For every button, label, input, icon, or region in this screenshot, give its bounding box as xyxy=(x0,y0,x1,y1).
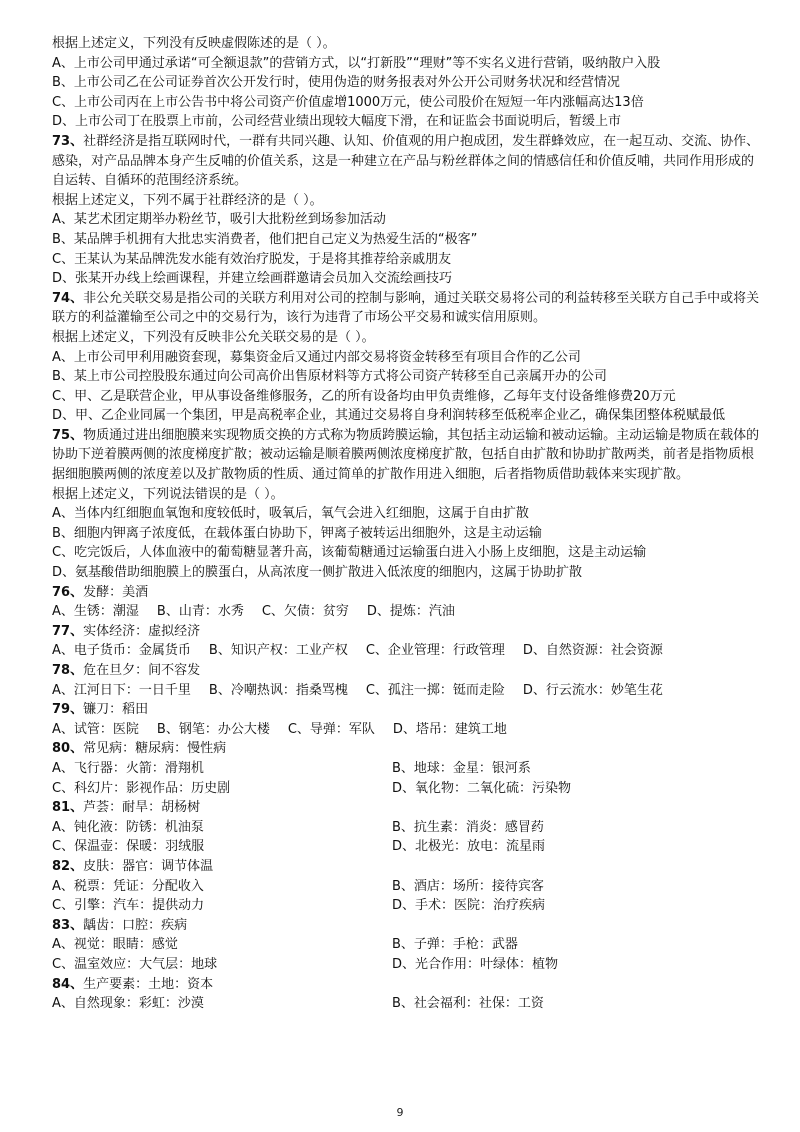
q82-stem xyxy=(52,857,762,877)
q80-option-c: C、科幻片：影视作品：历史剧 xyxy=(52,780,231,796)
q82-option-b: B、酒店：场所：接待宾客 xyxy=(392,878,544,894)
q81-number: 81、 xyxy=(52,800,84,816)
q82-option-c: C、引擎：汽车：提供动力 xyxy=(52,898,205,914)
q73-option-a: A、某艺术团定期举办粉丝节，吸引大批粉丝到场参加活动 xyxy=(52,212,386,228)
q78-option-a: A、江河日下：一日千里 xyxy=(52,682,191,698)
q81-option-b: B、抗生素：消炎：感冒药 xyxy=(392,819,544,835)
q76-options xyxy=(52,602,762,622)
q73-option-b: B、某品牌手机拥有大批忠实消费者，他们把自己定义为热爱生活的“极客” xyxy=(52,231,478,247)
q83-number: 83、 xyxy=(52,917,84,933)
q79-option-d: D、塔吊：建筑工地 xyxy=(392,721,507,737)
q73-definition-text: 社群经济是指互联网时代，一群有共同兴趣、认知、价值观的用户抱成团，发生群蜂效应，在一起互动、交流、协作、感染，对产品品牌本身产生反哺的价值关系，这是一种建立在产品与粉丝群体之间的情感信任和价值反哺，共同作用形成的自运转、自循环的范围经济系统。 xyxy=(52,133,760,189)
q79-stem-text: 镰刀：稻田 xyxy=(83,702,149,718)
q84-stem xyxy=(52,975,762,995)
q83-stem xyxy=(52,916,762,936)
q75-option-b: B、细胞内钾离子浓度低，在载体蛋白协助下，钾离子被转运出细胞外，这是主动运输 xyxy=(52,525,542,541)
q80-number: 80、 xyxy=(52,741,84,757)
q81-stem xyxy=(52,798,762,818)
q83-option-a: A、视觉：眼睛：感觉 xyxy=(52,937,178,953)
q80-option-a: A、飞行器：火箭：滑翔机 xyxy=(52,760,204,776)
q83-options xyxy=(52,935,762,974)
q80-stem-text: 常见病：糖尿病：慢性病 xyxy=(83,741,227,757)
q76-option-c: C、欠债：贫穷 xyxy=(261,604,349,620)
q79-option-b: B、钢笔：办公大楼 xyxy=(156,721,270,737)
q77-option-d: D、自然资源：社会资源 xyxy=(522,643,663,659)
page-content xyxy=(52,34,762,1014)
q78-option-c: C、孤注一掷：铤而走险 xyxy=(365,682,505,698)
q75-definition-text: 物质通过进出细胞膜来实现物质交换的方式称为物质跨膜运输，其包括主动运输和被动运输。主动运输是物质在载体的协助下逆着膜两侧的浓度梯度扩散；被动运输是顺着膜两侧浓度梯度扩散，包括自由扩散和协助扩散两类，前者是指物质根据细胞膜两侧的浓度差以及扩散物质的性质、通过简单的扩散作用进入细胞，后者指物质借助载体来实现扩散。 xyxy=(52,427,760,483)
q76-option-d: D、提炼：汽油 xyxy=(366,604,455,620)
q76-stem-text: 发酵：美酒 xyxy=(83,584,149,600)
q75-option-d: D、氨基酸借助细胞膜上的膜蛋白，从高浓度一侧扩散进入低浓度的细胞内，这属于协助扩散 xyxy=(52,565,583,581)
q72-option-b: B、上市公司乙在公司证券首次公开发行时，使用伪造的财务报表对外公开公司财务状况和经营情况 xyxy=(52,75,620,91)
q83-option-d: D、光合作用：叶绿体：植物 xyxy=(392,956,559,972)
page-number: 9 xyxy=(396,1106,404,1119)
q82-options xyxy=(52,877,762,916)
q77-stem-text: 实体经济：虚拟经济 xyxy=(83,623,201,639)
q80-option-d: D、氧化物：二氧化硫：污染物 xyxy=(392,780,572,796)
q83-stem-text: 龋齿：口腔：疾病 xyxy=(83,917,188,933)
q80-option-b: B、地球：金星：银河系 xyxy=(392,760,531,776)
q74-option-a: A、上市公司甲利用融资套现，募集资金后又通过内部交易将资金转移至有项目合作的乙公司 xyxy=(52,349,581,365)
q79-options xyxy=(52,720,762,740)
q77-option-a: A、电子货币：金属货币 xyxy=(52,643,191,659)
q84-stem-text: 生产要素：土地：资本 xyxy=(83,976,214,992)
q78-stem-text: 危在旦夕：间不容发 xyxy=(83,663,201,678)
q81-option-a: A、钝化液：防锈：机油泵 xyxy=(52,819,204,835)
q84-option-b: B、社会福利：社保：工资 xyxy=(392,996,544,1012)
q74-number: 74、 xyxy=(52,290,84,306)
q77-options xyxy=(52,641,762,661)
q78-option-d: D、行云流水：妙笔生花 xyxy=(522,682,663,698)
q82-option-a: A、税票：凭证：分配收入 xyxy=(52,878,204,894)
q74-definition xyxy=(52,289,762,328)
q79-option-a: A、试管：医院 xyxy=(52,721,139,737)
q76-number: 76、 xyxy=(52,584,84,600)
q73-number: 73、 xyxy=(52,133,84,149)
q77-option-c: C、企业管理：行政管理 xyxy=(365,643,505,659)
q77-option-b: B、知识产权：工业产权 xyxy=(208,643,348,659)
q74-prompt: 根据上述定义，下列没有反映非公允关联交易的是（ ）。 xyxy=(52,329,375,345)
q72-prompt: 根据上述定义，下列没有反映虚假陈述的是（ ）。 xyxy=(52,36,336,51)
q73-option-d: D、张某开办线上绘画课程，并建立绘画群邀请会员加入交流绘画技巧 xyxy=(52,271,453,287)
q77-stem xyxy=(52,622,762,642)
q74-option-c: C、甲、乙是联营企业，甲从事设备维修服务，乙的所有设备均由甲负责维修，乙每年支付设备维修费20万元 xyxy=(52,388,676,404)
q81-option-c: C、保温壶：保暖：羽绒服 xyxy=(52,839,205,855)
q81-options xyxy=(52,818,762,857)
q72-option-d: D、上市公司丁在股票上市前，公司经营业绩出现较大幅度下滑，在和证监会书面说明后，暂缓上市 xyxy=(52,114,622,130)
q83-option-b: B、子弹：手枪：武器 xyxy=(392,937,518,953)
q79-number: 79、 xyxy=(52,702,84,718)
q81-stem-text: 芦荟：耐旱：胡杨树 xyxy=(83,800,201,816)
q76-stem xyxy=(52,583,762,603)
q78-options xyxy=(52,681,762,701)
q73-definition xyxy=(52,132,762,191)
q74-option-b: B、某上市公司控股股东通过向公司高价出售原材料等方式将公司资产转移至自己亲属开办的公司 xyxy=(52,369,607,385)
q76-option-b: B、山青：水秀 xyxy=(156,604,244,620)
q81-option-d: D、北极光：放电：流星雨 xyxy=(392,839,546,855)
q78-option-b: B、冷嘲热讽：指桑骂槐 xyxy=(208,682,348,698)
q75-definition xyxy=(52,426,762,485)
q73-option-c: C、王某认为某品牌洗发水能有效治疗脱发，于是将其推荐给亲戚朋友 xyxy=(52,251,452,267)
q77-number: 77、 xyxy=(52,623,84,639)
q80-stem xyxy=(52,739,762,759)
q72-option-a: A、上市公司甲通过承诺“可全额退款”的营销方式，以“打新股”“理财”等不实名义进行营销，吸纳散户入股 xyxy=(52,55,661,71)
q72-option-c: C、上市公司丙在上市公告书中将公司资产价值虚增1000万元，使公司股价在短短一年内涨幅高达13倍 xyxy=(52,94,644,110)
q75-option-a: A、当体内红细胞血氧饱和度较低时，吸氧后，氧气会进入红细胞，这属于自由扩散 xyxy=(52,506,529,522)
q83-option-c: C、温室效应：大气层：地球 xyxy=(52,956,218,972)
q84-number: 84、 xyxy=(52,976,84,992)
q79-stem xyxy=(52,700,762,720)
q79-option-c: C、导弹：军队 xyxy=(287,721,375,737)
q84-option-a: A、自然现象：彩虹：沙漠 xyxy=(52,996,204,1012)
q73-prompt: 根据上述定义，下列不属于社群经济的是（ ）。 xyxy=(52,192,323,208)
q74-option-d: D、甲、乙企业同属一个集团，甲是高税率企业，其通过交易将自身利润转移至低税率企业乙，确保集团整体税赋最低 xyxy=(52,408,726,424)
q78-number: 78、 xyxy=(52,663,84,678)
q76-option-a: A、生锈：潮湿 xyxy=(52,604,139,620)
q82-option-d: D、手术：医院：治疗疾病 xyxy=(392,898,546,914)
q75-prompt: 根据上述定义，下列说法错误的是（ ）。 xyxy=(52,486,284,502)
q74-definition-text: 非公允关联交易是指公司的关联方利用对公司的控制与影响，通过关联交易将公司的利益转移至关联方自己手中或将关联方的利益灌输至公司之中的交易行为，该行为违背了市场公平交易和诚实信用原则。 xyxy=(52,290,760,326)
q80-options xyxy=(52,759,762,798)
q84-options xyxy=(52,994,762,1014)
q82-number: 82、 xyxy=(52,858,84,874)
q75-number: 75、 xyxy=(52,427,84,443)
q75-option-c: C、吃完饭后，人体血液中的葡萄糖显著升高，该葡萄糖通过运输蛋白进入小肠上皮细胞，这是主动运输 xyxy=(52,545,647,561)
q82-stem-text: 皮肤：器官：调节体温 xyxy=(83,858,214,874)
q78-stem xyxy=(52,661,762,681)
